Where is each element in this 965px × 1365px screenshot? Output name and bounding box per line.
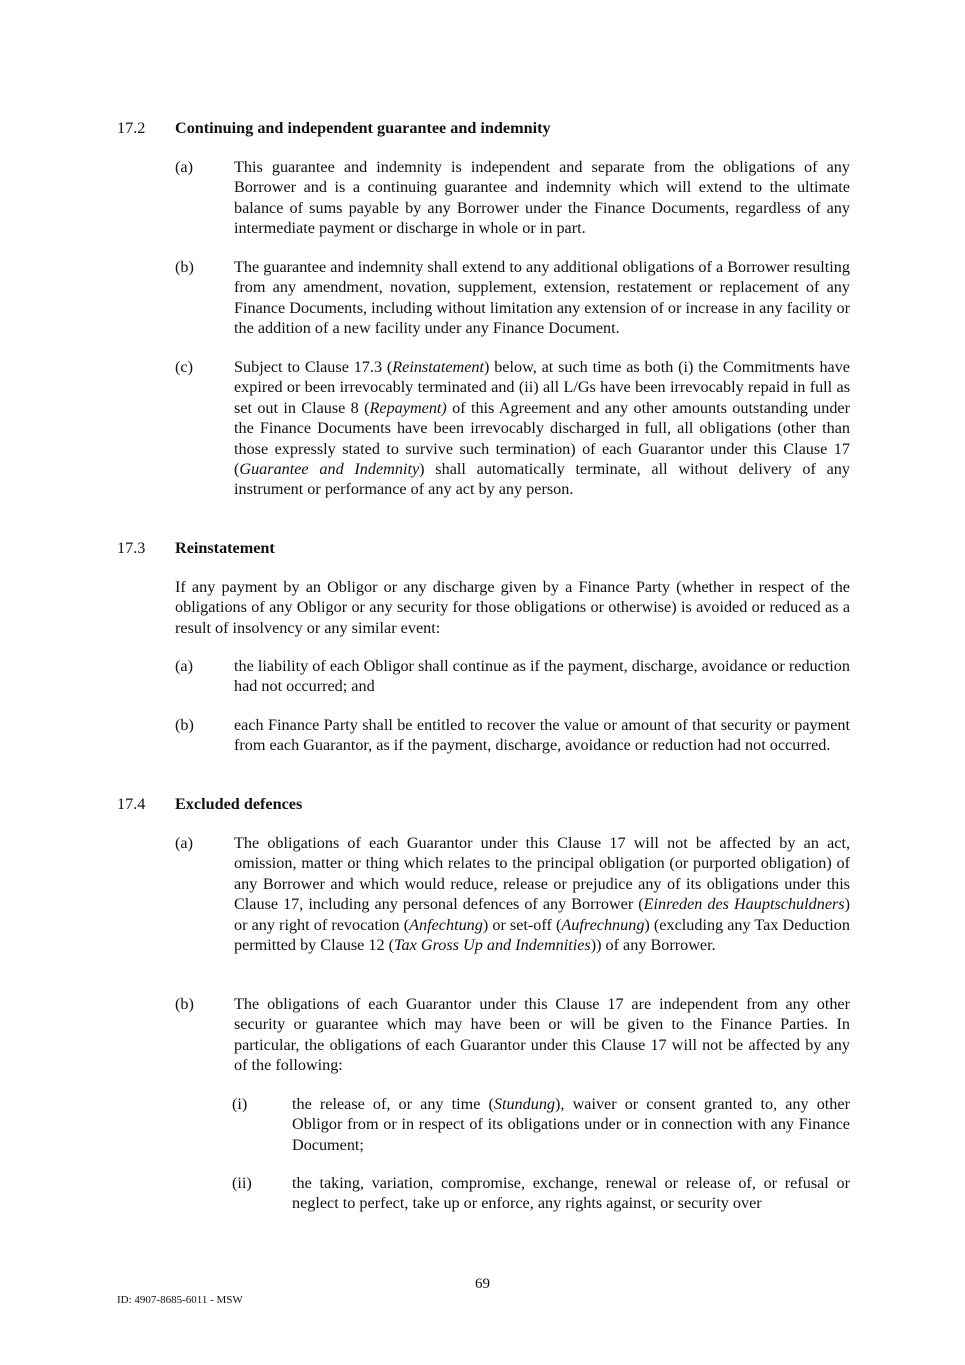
clause-17-4-b: [175, 994, 850, 1076]
section-number: 17.4: [117, 795, 146, 813]
item-label: (b): [175, 716, 194, 734]
item-text: The obligations of each Guarantor under this Clause 17 are independent from any other security or guarantee which may have been or will be given to the Finance Parties. In particular, the obligations of each Guarantor under this Clause 17 will not be affected by any of the following:: [234, 995, 850, 1075]
item-label: (a): [175, 834, 193, 852]
german-term: Einreden des Hauptschuldners: [643, 895, 845, 914]
german-term: Stundung: [493, 1095, 556, 1113]
document-id: ID: 4907-8685-6011 - MSW: [117, 1294, 243, 1306]
section-title: Reinstatement: [175, 539, 275, 557]
page-number: 69: [475, 1276, 490, 1292]
clause-17-4-b-i: [232, 1094, 850, 1155]
cross-reference: Guarantee and Indemnity: [239, 460, 420, 479]
clause-17-2-a: [175, 157, 850, 239]
german-term: Anfechtung: [409, 915, 483, 934]
clause-17-2-b: [175, 257, 850, 339]
german-term: Aufrechnung: [561, 915, 645, 934]
section-title: Excluded defences: [175, 795, 303, 813]
cross-reference: Tax Gross Up and Indemnities: [394, 936, 591, 955]
item-label: (a): [175, 657, 193, 675]
clause-17-3-intro: If any payment by an Obligor or any discharge given by a Finance Party (whether in respect of the obligations of any Obligor or any security for those obligations or otherwise) is avoided or reduced as a result of insolvency or any similar event:: [175, 578, 850, 637]
item-text: Subject to Clause 17.3 (Reinstatement) below, at such time as both (i) the Commitments have expired or been irrevocably terminated and (ii) all L/Gs have been irrevocably repaid in full as set out in Clause 8 (Repayment) of this Agreement and any other amounts outstanding under the Finance Documents have been irrevocably discharged in full, all obligations (other than those expressly stated to survive such termination) of each Guarantor under this Clause 17 (Guarantee and Indemnity) shall automatically terminate, all without delivery of any instrument or performance of any act by any person.: [234, 358, 850, 499]
clause-17-4-a: [175, 833, 850, 955]
clause-17-4-b-ii: [232, 1173, 850, 1214]
item-label: (c): [175, 358, 193, 376]
item-text: This guarantee and indemnity is independent and separate from the obligations of any Borrower and is a continuing guarantee and indemnity which will extend to the ultimate balance of sums payable by any Borrower under the Finance Documents, regardless of any intermediate payment or discharge in whole or in part.: [234, 158, 850, 238]
clause-17-3-a: [175, 656, 850, 697]
item-text: the release of, or any time (Stundung), waiver or consent granted to, any other Obligor from or in respect of its obligations under or in connection with any Finance Document;: [292, 1095, 850, 1154]
item-text: The guarantee and indemnity shall extend to any additional obligations of a Borrower resulting from any amendment, novation, supplement, extension, restatement or replacement of any Finance Documents, including without limitation any extension of or increase in any facility or the addition of a new facility under any Finance Document.: [234, 258, 850, 338]
item-text: the liability of each Obligor shall continue as if the payment, discharge, avoidance or reduction had not occurred; and: [234, 657, 850, 696]
section-number: 17.2: [117, 119, 146, 137]
cross-reference: Reinstatement: [392, 358, 484, 376]
clause-17-3-b: [175, 715, 850, 756]
item-text: the taking, variation, compromise, exchange, renewal or release of, or refusal or neglect to perfect, take up or enforce, any rights against, or security over: [292, 1174, 850, 1213]
item-text: The obligations of each Guarantor under this Clause 17 will not be affected by an act, omission, matter or thing which relates to the principal obligation (or purported obligation) of any Borrower and which would reduce, release or prejudice any of its obligations under this Clause 17, including any personal defences of any Borrower (Einreden des Hauptschuldners) or any right of revocation (Anfechtung) or set-off (Aufrechnung) (excluding any Tax Deduction permitted by Clause 12 (Tax Gross Up and Indemnities)) of any Borrower.: [234, 834, 850, 955]
clause-17-2-c: [175, 357, 850, 500]
item-label: (a): [175, 158, 193, 176]
item-text: each Finance Party shall be entitled to recover the value or amount of that security or payment from each Guarantor, as if the payment, discharge, avoidance or reduction had not occurred.: [234, 716, 850, 755]
section-title: Continuing and independent guarantee and indemnity: [175, 119, 551, 137]
section-number: 17.3: [117, 539, 146, 557]
item-label: (b): [175, 258, 194, 276]
item-label: (b): [175, 995, 194, 1013]
item-label: (ii): [232, 1174, 252, 1192]
item-label: (i): [232, 1095, 248, 1113]
cross-reference: Repayment): [369, 398, 447, 417]
